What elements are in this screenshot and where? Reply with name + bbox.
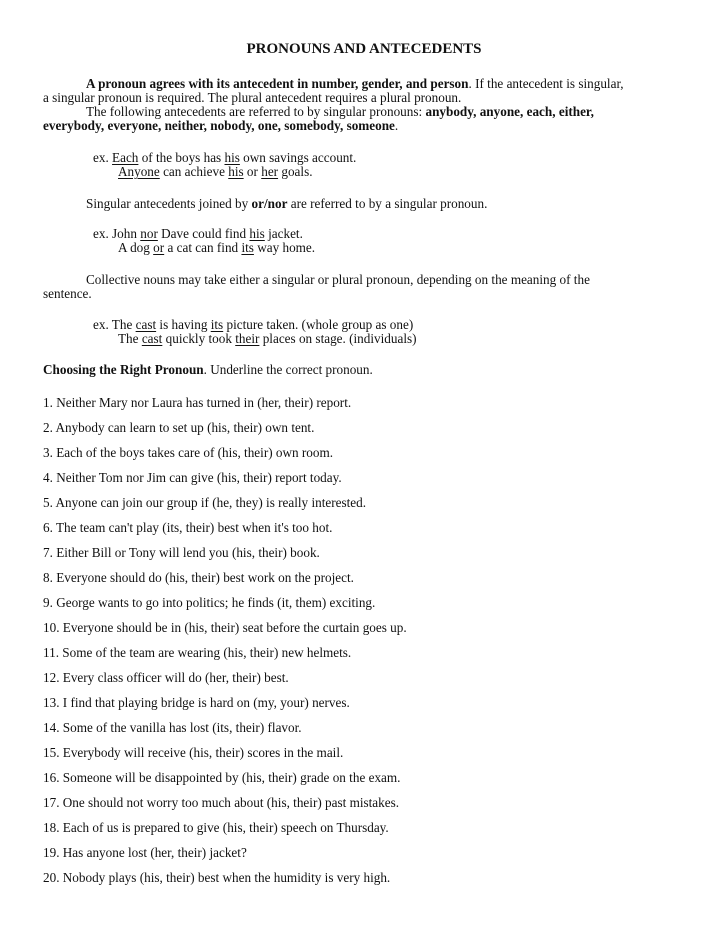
collective-noun: cast [141, 331, 163, 346]
example-3b: The cast quickly took their places on stage. (individuals) [118, 331, 417, 346]
question-17: 17. One should not worry too much about (his, their) past mistakes. [43, 795, 400, 810]
rule-collective-line-1: Collective nouns may take either a singular or plural pronoun, depending on the meaning of the [86, 272, 590, 287]
intro-line-4: everybody, everyone, neither, nobody, one, somebody, someone. [43, 118, 399, 133]
example-1a: ex. Each of the boys has his own savings account. [93, 150, 357, 165]
question-14: 14. Some of the vanilla has lost (its, their) flavor. [43, 720, 302, 735]
pronoun: his [224, 150, 240, 165]
singular-antecedents-list: anybody, anyone, each, either, [425, 104, 594, 119]
question-12: 12. Every class officer will do (her, their) best. [43, 670, 289, 685]
exercise-heading: Choosing the Right Pronoun. Underline the correct pronoun. [43, 362, 373, 377]
question-4: 4. Neither Tom nor Jim can give (his, their) report today. [43, 470, 342, 485]
antecedent: Each [112, 150, 139, 165]
singular-antecedents-list-cont: everybody, everyone, neither, nobody, one, somebody, someone [43, 118, 395, 133]
example-1b: Anyone can achieve his or her goals. [118, 164, 313, 179]
question-16: 16. Someone will be disappointed by (his, their) grade on the exam. [43, 770, 401, 785]
question-19: 19. Has anyone lost (her, their) jacket? [43, 845, 247, 860]
pronoun: his [249, 226, 265, 241]
example-3a: ex. The cast is having its picture taken. (whole group as one) [93, 317, 414, 332]
conjunction: or [153, 240, 165, 255]
antecedent: Anyone [118, 164, 160, 179]
intro-line-3: The following antecedents are referred to by singular pronouns: anybody, anyone, each, either, [86, 104, 594, 119]
question-7: 7. Either Bill or Tony will lend you (his, their) book. [43, 545, 320, 560]
rule-collective-line-2: sentence. [43, 286, 92, 301]
conjunction: nor [140, 226, 158, 241]
question-5: 5. Anyone can join our group if (he, they) is really interested. [43, 495, 367, 510]
question-9: 9. George wants to go into politics; he finds (it, them) exciting. [43, 595, 376, 610]
rule-or-nor: Singular antecedents joined by or/nor are referred to by a singular pronoun. [86, 196, 488, 211]
collective-noun: cast [135, 317, 157, 332]
question-18: 18. Each of us is prepared to give (his, their) speech on Thursday. [43, 820, 389, 835]
question-20: 20. Nobody plays (his, their) best when the humidity is very high. [43, 870, 391, 885]
question-1: 1. Neither Mary nor Laura has turned in (her, their) report. [43, 395, 352, 410]
pronoun: its [210, 317, 224, 332]
example-2b: A dog or a cat can find its way home. [118, 240, 316, 255]
pronoun: its [241, 240, 254, 255]
pronoun: her [261, 164, 279, 179]
question-11: 11. Some of the team are wearing (his, their) new helmets. [43, 645, 352, 660]
question-10: 10. Everyone should be in (his, their) seat before the curtain goes up. [43, 620, 407, 635]
question-6: 6. The team can't play (its, their) best when it's too hot. [43, 520, 333, 535]
question-3: 3. Each of the boys takes care of (his, their) own room. [43, 445, 334, 460]
question-13: 13. I find that playing bridge is hard on (my, your) nerves. [43, 695, 350, 710]
question-15: 15. Everybody will receive (his, their) scores in the mail. [43, 745, 344, 760]
example-2a: ex. John nor Dave could find his jacket. [93, 226, 303, 241]
question-2: 2. Anybody can learn to set up (his, their) own tent. [43, 420, 315, 435]
agreement-rule: A pronoun agrees with its antecedent in number, gender, and person [86, 76, 469, 91]
intro-line-1: A pronoun agrees with its antecedent in number, gender, and person. If the antecedent is singular, [86, 76, 624, 91]
intro-line-2: a singular pronoun is required. The plural antecedent requires a plural pronoun. [43, 90, 462, 105]
page-title: PRONOUNS AND ANTECEDENTS [246, 41, 482, 57]
pronoun: their [235, 331, 260, 346]
pronoun: his [228, 164, 244, 179]
question-8: 8. Everyone should do (his, their) best work on the project. [43, 570, 354, 585]
